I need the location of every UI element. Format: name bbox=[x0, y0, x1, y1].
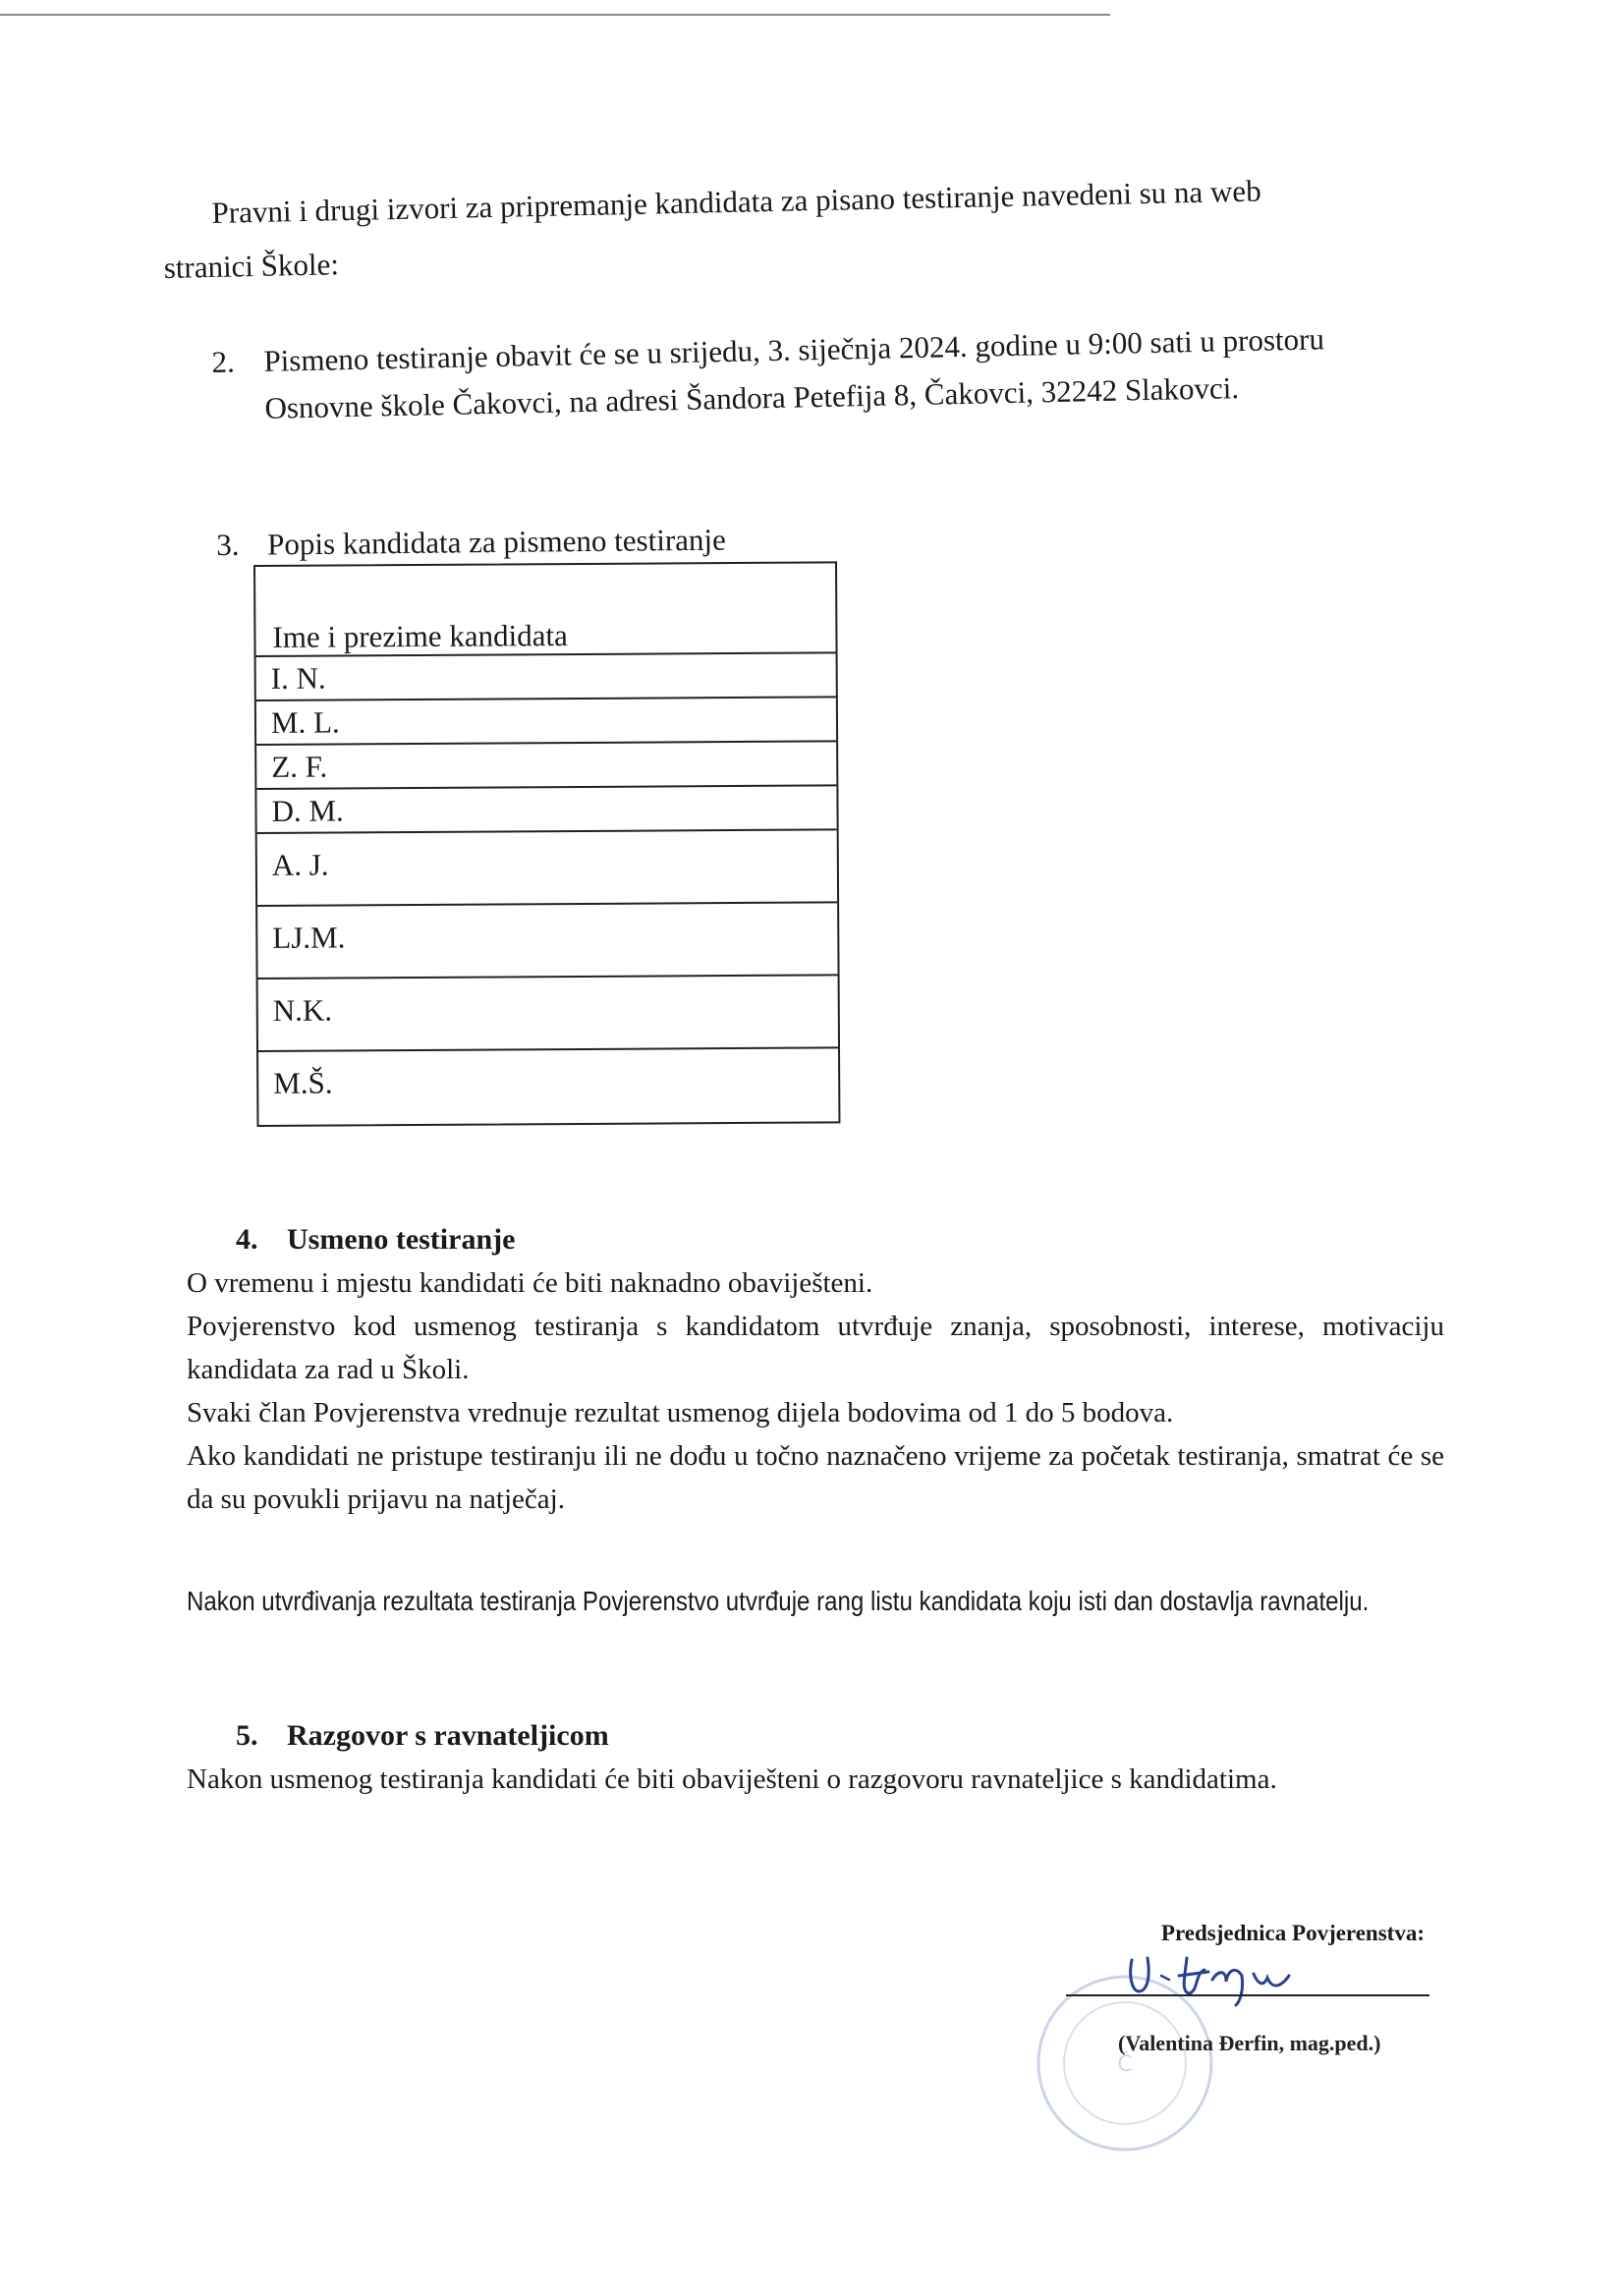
svg-text:Č: Č bbox=[1117, 2052, 1133, 2077]
table-row: LJ.M. bbox=[257, 903, 837, 980]
table-row: Z. F. bbox=[256, 742, 836, 790]
signature-line bbox=[1066, 1994, 1429, 1996]
item-2-text: Pismeno testiranje obavit će se u srijedu, 3. siječnja 2024. godine u 9:00 sati u prostoru Osnovne škole Čakovci, na adresi Šandora Petefija 8, Čakovci, 32242 Slakovci. bbox=[263, 321, 1325, 425]
intro-line-1: Pravni i drugi izvori za pripremanje kandidata za pisano testiranje navedeni su na web bbox=[211, 173, 1261, 230]
item-3 bbox=[216, 521, 726, 565]
candidates-table bbox=[253, 561, 840, 1127]
section-5-text: Nakon usmenog testiranja kandidati će biti obaviješteni o razgovoru ravnateljice s kandidatima. bbox=[187, 1764, 1277, 1795]
item-2 bbox=[211, 314, 1392, 433]
section-4-title: Usmeno testiranje bbox=[287, 1223, 516, 1256]
section-5-number: 5. bbox=[236, 1719, 258, 1752]
table-row: A. J. bbox=[257, 830, 837, 907]
section-4-heading bbox=[187, 1218, 1444, 1261]
section-4-paragraph: Svaki član Povjerenstva vrednuje rezultat usmenog dijela bodovima od 1 do 5 bodova. bbox=[187, 1397, 1174, 1428]
item-3-number: 3. bbox=[216, 527, 240, 562]
ranking-paragraph: Nakon utvrđivanja rezultata testiranja Povjerenstvo utvrđuje rang listu kandidata koju isti dan dostavlja ravnatelju. bbox=[187, 1586, 1370, 1616]
section-4-number: 4. bbox=[236, 1223, 258, 1256]
table-row: D. M. bbox=[256, 786, 836, 834]
top-rule bbox=[0, 14, 1110, 16]
signature-title: Predsjednica Povjerenstva: bbox=[1160, 1921, 1425, 1945]
section-5 bbox=[187, 1714, 1444, 1801]
section-5-title: Razgovor s ravnateljicom bbox=[287, 1719, 609, 1752]
table-row: N.K. bbox=[258, 976, 838, 1052]
table-row: M.Š. bbox=[273, 1065, 333, 1100]
item-3-title: Popis kandidata za pismeno testiranje bbox=[267, 522, 726, 562]
table-row: M. L. bbox=[256, 698, 836, 746]
section-5-heading bbox=[187, 1714, 1444, 1758]
section-4-paragraph: Ako kandidati ne pristupe testiranju ili ne dođu u točno naznačeno vrijeme za početak testiranja, smatrat će se da su povukli prijavu na natječaj. bbox=[187, 1440, 1444, 1515]
handwritten-signature-icon bbox=[1110, 1940, 1336, 2014]
candidates-table-header: Ime i prezime kandidata bbox=[255, 563, 836, 657]
section-4 bbox=[187, 1218, 1444, 1521]
signatory-name: (Valentina Đerfin, mag.ped.) bbox=[1118, 2031, 1381, 2055]
intro-paragraph bbox=[162, 161, 1402, 295]
item-2-number: 2. bbox=[211, 344, 236, 379]
section-4-paragraph: Povjerenstvo kod usmenog testiranja s kandidatom utvrđuje znanja, sposobnosti, interese, motivaciju kandidata za rad u Školi. bbox=[187, 1311, 1444, 1385]
table-row: I. N. bbox=[256, 653, 836, 701]
section-4-paragraph: O vremenu i mjestu kandidati će biti naknadno obaviješteni. bbox=[187, 1267, 873, 1299]
intro-line-2: stranici Škole: bbox=[163, 247, 340, 285]
